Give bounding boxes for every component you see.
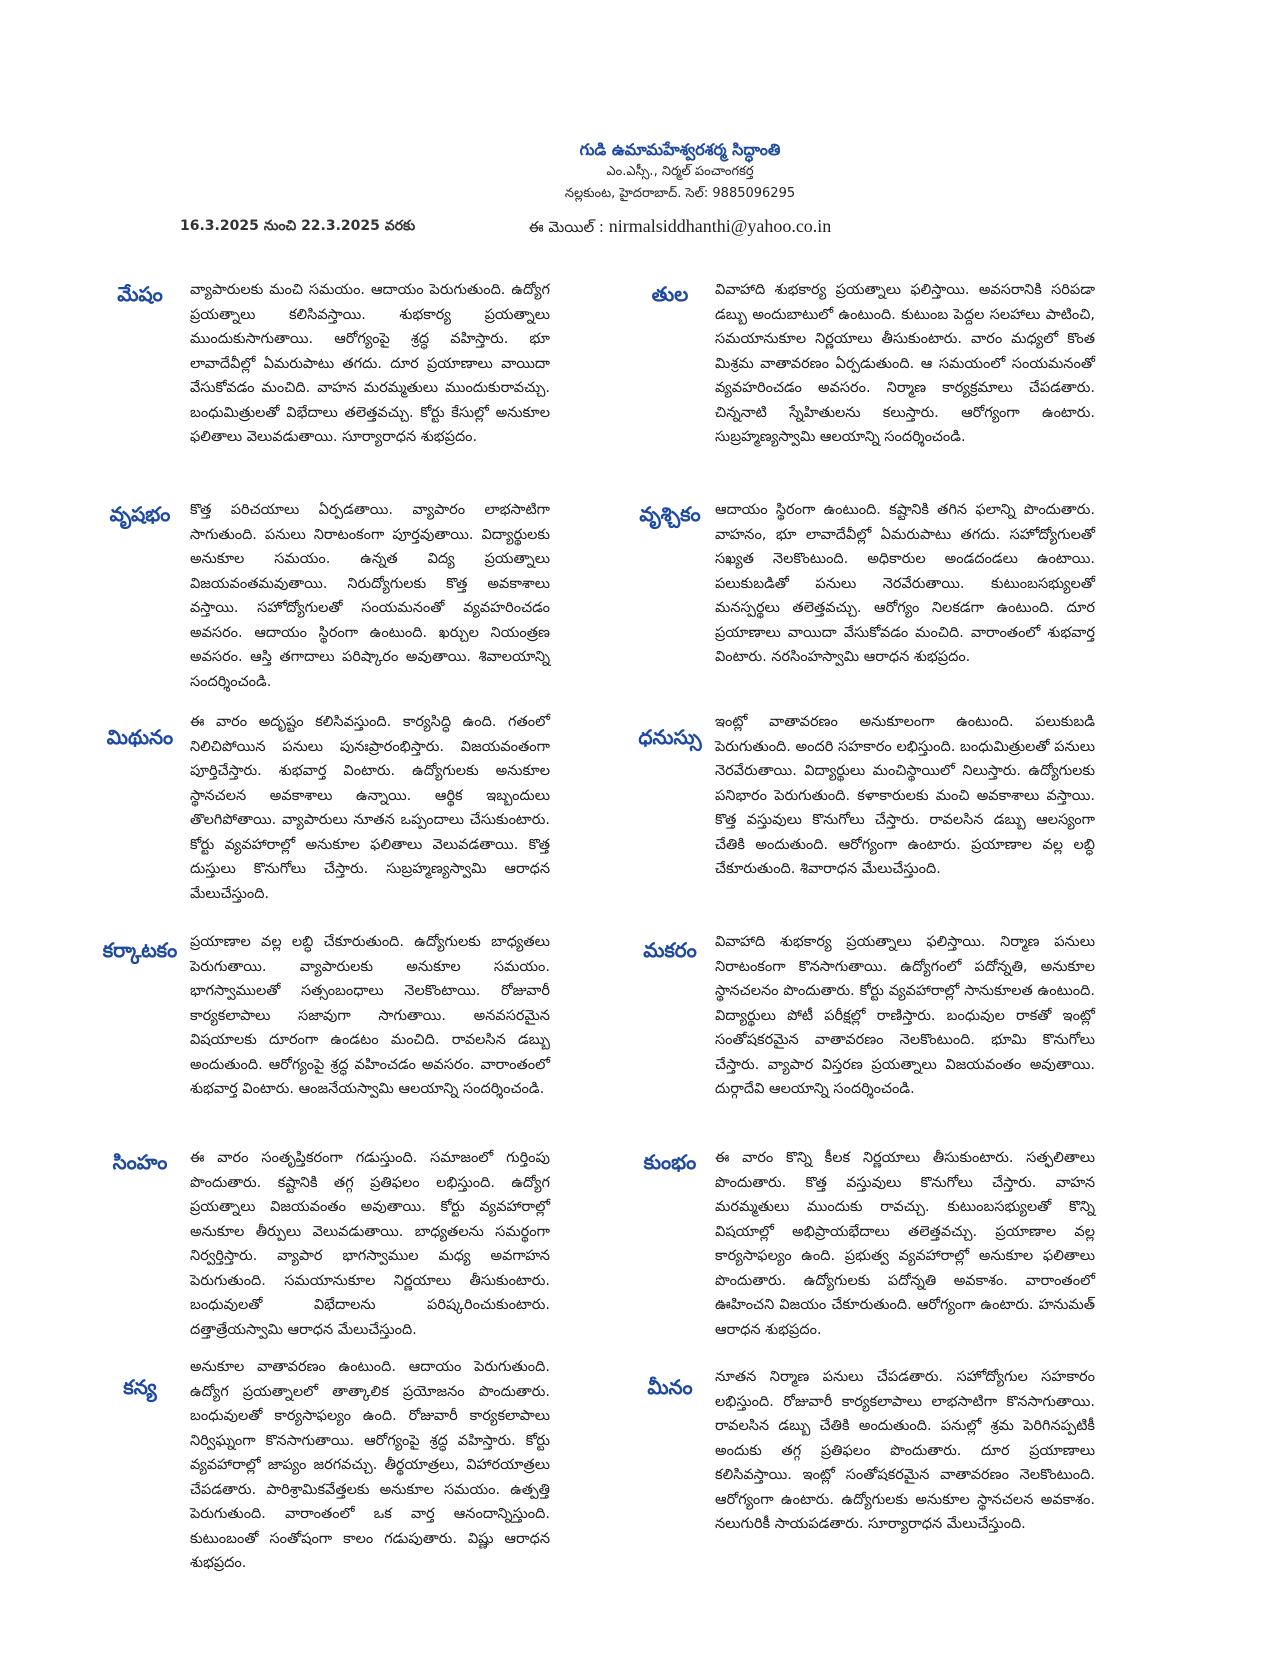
author-name: గుడి ఉమామహేశ్వరశర్మ సిద్ధాంతి xyxy=(579,140,781,159)
sign-prediction: ప్రయాణాల వల్ల లబ్ధి చేకూరుతుంది. ఉద్యోగులకు బాధ్యతలు పెరుగుతాయి. వ్యాపారులకు అనుకూల సమయం. భాగస్వాములతో సత్సంబంధాలు నెలకొంటాయి. రోజువారీ కార్యకలాపాలు సజావుగా సాగుతాయి. అనవసరమైన విషయాలకు దూరంగా ఉండటం మంచిది. రావలసిన డబ్బు అందుతుంది. ఆరోగ్యంపై శ్రద్ధ వహించడం అవసరం. వారాంతంలో శుభవార్త వింటారు. ఆంజనేయస్వామి ఆలయాన్ని సందర్శించండి. xyxy=(190,934,550,1097)
sign-title: ధనుస్సు xyxy=(638,725,702,749)
author-address: నల్లకుంట, హైదరాబాద్. సెల్: 9885096295 xyxy=(564,186,796,201)
sign-title: మీనం xyxy=(647,1375,693,1399)
sign-prediction: కొత్త పరిచయాలు ఏర్పడతాయి. వ్యాపారం లాభసాటిగా సాగుతుంది. పనులు నిరాటంకంగా పూర్తవుతాయి. విద్యార్థులకు అనుకూల సమయం. ఉన్నత విద్య ప్రయత్నాలు విజయవంతమవుతాయి. నిరుద్యోగులకు కొత్త అవకాశాలు వస్తాయి. సహోద్యోగులతో సంయమనంతో వ్యవహరించడం అవసరం. ఆదాయం స్థిరంగా ఉంటుంది. ఖర్చుల నియంత్రణ అవసరం. ఆస్తి తగాదాలు పరిష్కారం అవుతాయి. శివాలయాన్ని సందర్శించండి. xyxy=(190,502,550,690)
email-label: ఈ మెయిల్ : xyxy=(528,218,604,236)
sign-title: మకరం xyxy=(643,938,697,962)
sign-title: కన్య xyxy=(123,1375,157,1399)
sign-prediction: ఈ వారం సంతృప్తికరంగా గడుస్తుంది. సమాజంలో గుర్తింపు పొందుతారు. కష్టానికి తగ్గ ప్రతిఫలం లభిస్తుంది. ఉద్యోగ ప్రయత్నాలు విజయవంతం అవుతాయి. కోర్టు వ్యవహారాల్లో అనుకూల తీర్పులు వెలువడుతాయి. బాధ్యతలను సమర్థంగా నిర్వర్తిస్తారు. వ్యాపార భాగస్వాముల మధ్య అవగాహన పెరుగుతుంది. సమయానుకూల నిర్ణయాలు తీసుకుంటారు. బంధువులతో విభేదాలను పరిష్కరించుకుంటారు. దత్తాత్రేయస్వామి ఆరాధన మేలుచేస్తుంది. xyxy=(190,1150,550,1338)
email-address[interactable]: nirmalsiddhanthi@yahoo.co.in xyxy=(608,216,832,236)
sign-prediction: నూతన నిర్మాణ పనులు చేపడతారు. సహోద్యోగుల సహకారం లభిస్తుంది. రోజువారీ కార్యకలాపాలు లాభసాటిగా కొనసాగుతాయి. రావలసిన డబ్బు చేతికి అందుతుంది. పనుల్లో శ్రమ పెరిగినప్పటికీ అందుకు తగ్గ ప్రతిఫలం పొందుతారు. దూర ప్రయాణాలు కలిసివస్తాయి. ఇంట్లో సంతోషకరమైన వాతావరణం నెలకొంటుంది. ఆరోగ్యంగా ఉంటారు. ఉద్యోగులకు అనుకూల స్థానచలన అవకాశం. నలుగురికీ సాయపడతారు. సూర్యారాధన మేలుచేస్తుంది. xyxy=(715,1369,1095,1532)
sign-title: కుంభం xyxy=(643,1150,697,1174)
sign-title: కర్కాటకం xyxy=(102,938,178,962)
date-range: 16.3.2025 నుంచి 22.3.2025 వరకు xyxy=(180,218,416,234)
sign-title: వృశ్చికం xyxy=(639,502,701,526)
author-qualification: ఎం.ఎస్సీ., నిర్మల్ పంచాంగకర్త xyxy=(606,164,754,179)
sign-prediction: ఇంట్లో వాతావరణం అనుకూలంగా ఉంటుంది. పలుకుబడి పెరుగుతుంది. అందరి సహకారం లభిస్తుంది. బంధుమిత్రులతో పనులు నెరవేరుతాయి. విద్యార్థులు మంచిస్థాయిలో నిలుస్తారు. ఉద్యోగులకు పనిభారం పెరుగుతుంది. కళాకారులకు మంచి అవకాశాలు వస్తాయి. కొత్త వస్తువులు కొనుగోలు చేస్తారు. రావలసిన డబ్బు ఆలస్యంగా చేతికి అందుతుంది. ఆరోగ్యంగా ఉంటారు. ప్రయాణాల వల్ల లబ్ధి చేకూరుతుంది. శివారాధన మేలుచేస్తుంది. xyxy=(715,714,1095,877)
sign-prediction: అనుకూల వాతావరణం ఉంటుంది. ఆదాయం పెరుగుతుంది. ఉద్యోగ ప్రయత్నాలలో తాత్కాలిక ప్రయోజనం పొందుతారు. బంధువులతో కార్యసాఫల్యం ఉంది. రోజువారీ కార్యకలాపాలు నిర్విఘ్నంగా కొనసాగుతాయి. ఆరోగ్యంపై శ్రద్ధ వహిస్తారు. కోర్టు వ్యవహారాల్లో జాప్యం జరగవచ్చు. తీర్థయాత్రలు, విహారయాత్రలు చేపడతారు. పారిశ్రామికవేత్తలకు అనుకూల సమయం. ఉత్పత్తి పెరుగుతుంది. వారాంతంలో ఒక వార్త ఆనందాన్నిస్తుంది. కుటుంబంతో సంతోషంగా కాలం గడుపుతారు. విష్ణు ఆరాధన శుభప్రదం. xyxy=(190,1359,550,1571)
sign-prediction: వివాహాది శుభకార్య ప్రయత్నాలు ఫలిస్తాయి. నిర్మాణ పనులు నిరాటంకంగా కొనసాగుతాయి. ఉద్యోగంలో పదోన్నతి, అనుకూల స్థానచలనం పొందుతారు. కోర్టు వ్యవహారాల్లో సానుకూలత ఉంటుంది. విద్యార్థులు పోటీ పరీక్షల్లో రాణిస్తారు. బంధువుల రాకతో ఇంట్లో సంతోషకరమైన వాతావరణం నెలకొంటుంది. భూమి కొనుగోలు చేస్తారు. వ్యాపార విస్తరణ ప్రయత్నాలు విజయవంతం అవుతాయి. దుర్గాదేవి ఆలయాన్ని సందర్శించండి. xyxy=(715,934,1095,1097)
sign-prediction: ఈ వారం కొన్ని కీలక నిర్ణయాలు తీసుకుంటారు. సత్ఫలితాలు పొందుతారు. కొత్త వస్తువులు కొనుగోలు చేస్తారు. వాహన మరమ్మతులు ముందుకు రావచ్చు. కుటుంబసభ్యులతో కొన్ని విషయాల్లో అభిప్రాయభేదాలు తలెత్తవచ్చు. ప్రయాణాల వల్ల కార్యసాఫల్యం ఉంది. ప్రభుత్వ వ్యవహారాల్లో అనుకూల ఫలితాలు పొందుతారు. ఉద్యోగులకు పదోన్నతి అవకాశం. వారాంతంలో ఊహించని విజయం చేకూరుతుంది. ఆరోగ్యంగా ఉంటారు. హనుమత్ ఆరాధన శుభప్రదం. xyxy=(715,1150,1095,1338)
sign-title: మేషం xyxy=(117,282,163,306)
sign-prediction: ఆదాయం స్థిరంగా ఉంటుంది. కష్టానికి తగిన ఫలాన్ని పొందుతారు. వాహనం, భూ లావాదేవీల్లో ఏమరుపాటు తగదు. సహోద్యోగులతో సఖ్యత నెలకొంటుంది. అధికారుల అండదండలు ఉంటాయి. పలుకుబడితో పనులు నెరవేరుతాయి. కుటుంబసభ్యులతో మనస్పర్థలు తలెత్తవచ్చు. ఆరోగ్యం నిలకడగా ఉంటుంది. దూర ప్రయాణాలు వాయిదా వేసుకోవడం మంచిది. వారాంతంలో శుభవార్త వింటారు. నరసింహస్వామి ఆరాధన శుభప్రదం. xyxy=(715,502,1095,665)
email-line xyxy=(480,216,880,240)
sign-title: మిథునం xyxy=(106,725,174,749)
sign-prediction: ఈ వారం అదృష్టం కలిసివస్తుంది. కార్యసిద్ధి ఉంది. గతంలో నిలిచిపోయిన పనులు పునఃప్రారంభిస్తారు. విజయవంతంగా పూర్తిచేస్తారు. శుభవార్త వింటారు. ఉద్యోగులకు అనుకూల స్థానచలన అవకాశాలు ఉన్నాయి. ఆర్థిక ఇబ్బందులు తొలగిపోతాయి. వ్యాపారులు నూతన ఒప్పందాలు చేసుకుంటారు. కోర్టు వ్యవహారాల్లో అనుకూల ఫలితాలు వెలువడతాయి. కొత్త దుస్తులు కొనుగోలు చేస్తారు. సుబ్రహ్మణ్యస్వామి ఆరాధన మేలుచేస్తుంది. xyxy=(190,714,550,902)
sign-prediction: వివాహాది శుభకార్య ప్రయత్నాలు ఫలిస్తాయి. అవసరానికి సరిపడా డబ్బు అందుబాటులో ఉంటుంది. కుటుంబ పెద్దల సలహాలు పాటించి, సమయానుకూల నిర్ణయాలు తీసుకుంటారు. వారం మధ్యలో కొంత మిశ్రమ వాతావరణం ఏర్పడుతుంది. ఆ సమయంలో సంయమనంతో వ్యవహరించడం అవసరం. నిర్మాణ కార్యక్రమాలు చేపడతారు. చిన్ననాటి స్నేహితులను కలుస్తారు. ఆరోగ్యంగా ఉంటారు. సుబ్రహ్మణ్యస్వామి ఆలయాన్ని సందర్శించండి. xyxy=(715,282,1095,445)
sign-title: సింహం xyxy=(112,1150,168,1174)
sign-title: తుల xyxy=(651,282,689,306)
sign-prediction: వ్యాపారులకు మంచి సమయం. ఆదాయం పెరుగుతుంది. ఉద్యోగ ప్రయత్నాలు కలిసివస్తాయి. శుభకార్య ప్రయత్నాలు ముందుకుసాగుతాయి. ఆరోగ్యంపై శ్రద్ధ వహిస్తారు. భూ లావాదేవీల్లో ఏమరుపాటు తగదు. దూర ప్రయాణాలు వాయిదా వేసుకోవడం మంచిది. వాహన మరమ్మతులు ముందుకురావచ్చు. బంధుమిత్రులతో విభేదాలు తలెత్తవచ్చు. కోర్టు కేసుల్లో అనుకూల ఫలితాలు వెలువడుతాయి. సూర్యారాధన శుభప్రదం. xyxy=(190,282,550,445)
sign-title: వృషభం xyxy=(109,502,171,526)
